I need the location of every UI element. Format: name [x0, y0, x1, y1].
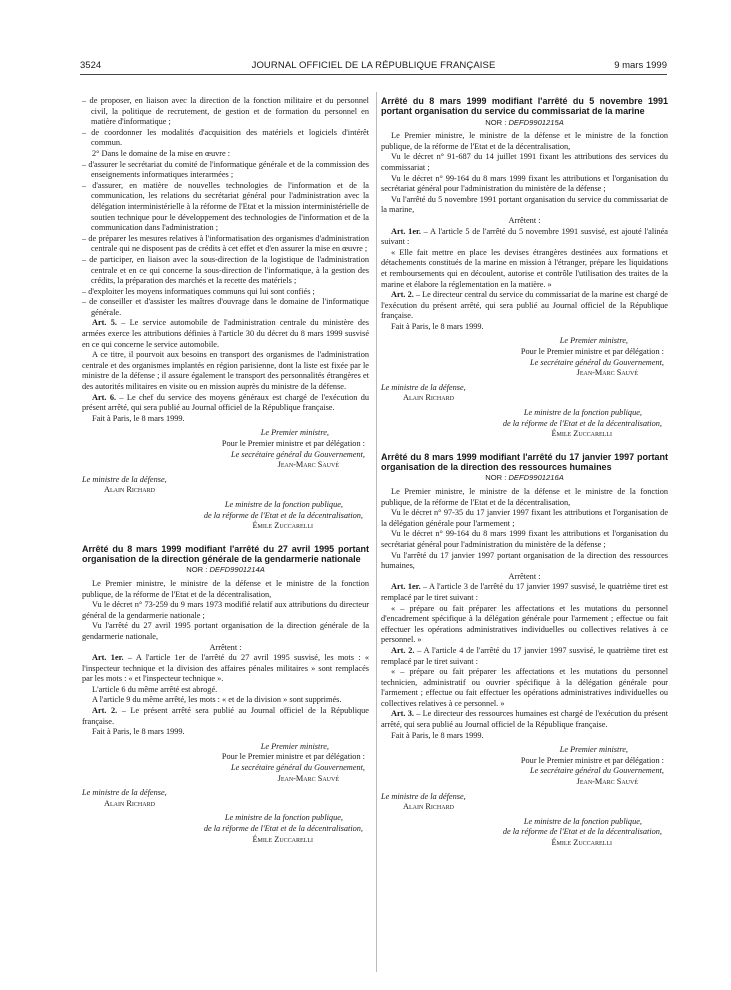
signature-delegation: Pour le Premier ministre et par délégation :: [221, 752, 365, 762]
minister-defense: Le ministre de la défense,: [381, 791, 466, 801]
article-2: Art. 2. – A l'article 4 de l'arrêté du 17 janvier 1997 susvisé, le quatrième tiret est remplacé par le tiret suivant :: [381, 645, 669, 666]
minister-defense-name: Alain Richard: [104, 798, 155, 808]
minister-public-service: Le ministre de la fonction publique,: [523, 816, 642, 826]
article-label: Art. 5.: [92, 318, 117, 328]
nor-reference: NOR : DEFD9901216A: [485, 473, 564, 483]
paragraph: A ce titre, il pourvoit aux besoins en transport des organismes de l'administration centrale et des organismes implantés en région parisienne, dont la liste est fixée par le ministre de la défense ; il assure également le transport des personnalités étrangères et des autorités militaires en visite ou en mission auprès du ministre de la défense.: [82, 350, 369, 392]
list-item: – de proposer, en liaison avec la direction de la fonction militaire et du personnel civil, la politique de recrutement, de gestion et de formation du personnel en matière d'informatique ;: [82, 96, 369, 127]
decree-title: Arrêté du 8 mars 1999 modifiant l'arrêté du 5 novembre 1991 portant organisation du service du commissariat de la marine: [381, 96, 668, 117]
signature-delegation: Pour le Premier ministre et par délégation :: [221, 439, 365, 448]
article-label: Art. 6.: [92, 392, 117, 402]
minister-defense: Le ministre de la défense,: [82, 788, 167, 798]
minister-defense-name: Alain Richard: [104, 485, 155, 495]
section-heading: 2° Dans le domaine de la mise en œuvre :: [92, 148, 231, 158]
article-2: Art. 2. – Le directeur central du service du commissariat de la marine est chargé de l'exécution du présent arrêté, qui sera publié au Journal officiel de la République française.: [381, 290, 668, 321]
minister-defense-name: Alain Richard: [403, 802, 454, 812]
minister-public-service-name: Émile Zuccarelli: [252, 834, 313, 844]
minister-defense: Le ministre de la défense,: [82, 474, 167, 484]
minister-public-service: Le ministre de la fonction publique,: [224, 813, 343, 823]
article-text: – Le service automobile de l'administration centrale du ministère des armées exerce les attributions définies à l'article 30 du décret du 8 mars 1999 susvisé en ce qui concerne le service automobile.: [82, 318, 369, 349]
article-text: – Le chef du service des moyens généraux est chargé de l'exécution du présent arrêté, qui sera publié au Journal officiel de la République française.: [82, 392, 370, 413]
paragraph: Vu le décret n° 99-164 du 8 mars 1999 fixant les attributions et l'organisation du secrétariat général pour l'administration du ministère de la défense ;: [381, 173, 668, 194]
signature-secretary: Le secrétaire général du Gouvernement,: [230, 763, 365, 773]
minister-public-service-2: de la réforme de l'Etat et de la décentralisation,: [203, 510, 363, 520]
minister-public-service-2: de la réforme de l'Etat et de la décentralisation,: [203, 824, 363, 833]
minister-public-service-name: Émile Zuccarelli: [252, 521, 313, 531]
signature-pm: Le Premier ministre,: [260, 428, 329, 438]
signature-delegation: Pour le Premier ministre et par délégation :: [520, 755, 664, 765]
quote: « – prépare ou fait préparer les affectations et les mutations du personnel d'encadrement spécifique à la délégation générale pour l'armement ; effectue ou fait effectuer les opérations administratives individuelles ou collectives relatives à ce personnel. »: [381, 603, 668, 645]
list-item: – de préparer les mesures relatives à l'informatisation des organismes d'administration centrale qui ne disposent pas de crédits à cet effet et d'en assurer la mise en œuvre ;: [82, 233, 369, 254]
done-at: Fait à Paris, le 8 mars 1999.: [391, 321, 484, 331]
done-at: Fait à Paris, le 8 mars 1999.: [391, 730, 484, 740]
signature-name: Jean-Marc Sauvé: [576, 777, 638, 787]
arretent: Arrêtent :: [508, 571, 541, 581]
signature-pm: Le Premier ministre,: [559, 745, 628, 755]
signature-name: Jean-Marc Sauvé: [277, 773, 339, 783]
article-2: Art. 2. – Le présent arrêté sera publié au Journal officiel de la République française.: [82, 706, 369, 726]
paragraph: Vu l'arrêté du 17 janvier 1997 portant organisation de la direction des ressources humaines,: [381, 550, 668, 571]
article-1: Art. 1er. – A l'article 5 de l'arrêté du 5 novembre 1991 susvisé, est ajouté l'alinéa suivant :: [381, 226, 668, 247]
minister-public-service: Le ministre de la fonction publique,: [224, 499, 343, 509]
signature-name: Jean-Marc Sauvé: [277, 460, 339, 470]
done-at: Fait à Paris, le 8 mars 1999.: [92, 727, 185, 737]
paragraph: Vu l'arrêté du 27 avril 1995 portant organisation de la direction générale de la gendarmerie nationale,: [82, 621, 369, 641]
signature-secretary: Le secrétaire général du Gouvernement,: [230, 449, 365, 459]
arretent: Arrêtent :: [508, 215, 541, 225]
paragraph: Vu le décret n° 99-164 du 8 mars 1999 fixant les attributions et l'organisation du secrétariat général pour l'administration du ministère de la défense ;: [381, 529, 668, 549]
article-6: [82, 393, 369, 414]
minister-public-service-name: Émile Zuccarelli: [551, 838, 612, 847]
article-1: Art. 1er. – A l'article 3 de l'arrêté du 17 janvier 1997 susvisé, le quatrième tiret est remplacé par le tiret suivant :: [381, 582, 668, 602]
minister-public-service-2: de la réforme de l'Etat et de la décentralisation,: [502, 827, 662, 837]
article-3: Art. 3. – Le directeur des ressources humaines est chargé de l'exécution du présent arrêté, qui sera publié au Journal officiel de la République française.: [381, 709, 669, 730]
minister-public-service: Le ministre de la fonction publique,: [523, 408, 642, 418]
paragraph: Vu le décret n° 73-259 du 9 mars 1973 modifié relatif aux attributions du directeur général de la gendarmerie nationale ;: [82, 600, 369, 620]
page-header: [80, 58, 667, 75]
list-item: – de participer, en liaison avec la sous-direction de la logistique de l'administration centrale et en ce qui concerne la sous-direction de l'informatique, à la gestion des crédits, la préparation des marchés et la recette des matériels ;: [82, 254, 369, 286]
signature-pm: Le Premier ministre,: [260, 741, 329, 751]
paragraph: Le Premier ministre, le ministre de la défense et le ministre de la fonction publique, de la réforme de l'Etat et de la décentralisation,: [82, 578, 369, 599]
arretent: Arrêtent :: [209, 642, 242, 652]
journal-title: JOURNAL OFFICIEL DE LA RÉPUBLIQUE FRANÇAISE: [251, 60, 496, 71]
page-number: 3524: [80, 60, 102, 71]
list-item: – d'exploiter les moyens informatiques communs qui lui sont confiés ;: [82, 286, 315, 296]
paragraph: Vu l'arrêté du 5 novembre 1991 portant organisation du service du commissariat de la marine,: [381, 194, 668, 215]
quote: « – prépare ou fait préparer les affectations et les mutations du personnel technicien, administratif ou ouvrier spécifique à la délégation générale pour l'armement ; effectue ou fait effectuer les opérations administratives individuelles ou collectives relatives à ce personnel. »: [381, 667, 668, 708]
minister-defense-name: Alain Richard: [403, 393, 454, 403]
list-item: – de coordonner les modalités d'acquisition des matériels et logiciels d'intérêt commun.: [82, 127, 369, 148]
nor-reference: NOR : DEFD9901215A: [485, 117, 564, 127]
nor-reference: NOR : DEFD9901214A: [186, 565, 265, 575]
list-item: – de conseiller et d'assister les maîtres d'ouvrage dans le domaine de l'informatique générale.: [82, 297, 369, 317]
signature-name: Jean-Marc Sauvé: [576, 368, 638, 378]
decree-title: Arrêté du 8 mars 1999 modifiant l'arrêté du 27 avril 1995 portant organisation de la direction générale de la gendarmerie nationale: [82, 543, 369, 565]
signature-pm: Le Premier ministre,: [559, 336, 628, 346]
decree-title: Arrêté du 8 mars 1999 modifiant l'arrêté du 17 janvier 1997 portant organisation de la direction des ressources humaines: [381, 451, 668, 473]
minister-public-service-name: Émile Zuccarelli: [551, 429, 612, 439]
list-item: – d'assurer le secrétariat du comité de l'informatique générale et de la commission des enseignements informatiques interarmées ;: [82, 159, 369, 180]
minister-public-service-2: de la réforme de l'Etat et de la décentralisation,: [502, 418, 662, 428]
article-1: Art. 1er. – A l'article 1er de l'arrêté du 27 avril 1995 susvisé, les mots : « l'inspecteur technique et la division des affaires pénales militaires » sont remplacés par les mots : « et l'inspecteur technique ».: [82, 653, 369, 684]
paragraph: L'article 6 du même arrêté est abrogé.: [92, 684, 218, 694]
signature-secretary: Le secrétaire général du Gouvernement,: [529, 357, 664, 367]
signature-secretary: Le secrétaire général du Gouvernement,: [529, 766, 664, 776]
right-column: [381, 96, 668, 849]
done-at: Fait à Paris, le 8 mars 1999.: [92, 413, 185, 423]
paragraph: Vu le décret n° 97-35 du 17 janvier 1997 fixant les attributions et l'organisation de la délégation générale pour l'armement ;: [381, 508, 668, 528]
quote: « Elle fait mettre en place les devises étrangères destinées aux formations et détachements constitués de la marine en mission à l'étranger, prépare les liquidations et remboursements qui en découlent, autorise et contrôle l'utilisation des traites de la marine et élabore la réglementation en la matière. »: [381, 247, 668, 289]
paragraph: Vu le décret n° 91-687 du 14 juillet 1991 fixant les attributions des services du commissariat ;: [381, 152, 668, 172]
signature-delegation: Pour le Premier ministre et par délégation :: [520, 347, 664, 357]
issue-date: 9 mars 1999: [614, 60, 667, 71]
paragraph: Le Premier ministre, le ministre de la défense et le ministre de la fonction publique, de la réforme de l'Etat et de la décentralisation,: [381, 487, 668, 507]
column-divider: [376, 92, 377, 972]
list-item: – d'assurer, en matière de nouvelles technologies de l'information et de la communication, les relations du secrétariat général pour l'administration avec la délégation interministérielle à la réforme de l'Etat et la mission interministérielle de soutien technique pour le développement des technologies de l'information et de la communication dans l'administration ;: [82, 180, 369, 233]
paragraph: A l'article 9 du même arrêté, les mots : « et de la division » sont supprimés.: [92, 695, 342, 705]
paragraph: Le Premier ministre, le ministre de la défense et le ministre de la fonction publique, de la réforme de l'Etat et de la décentralisation,: [381, 131, 668, 151]
minister-defense: Le ministre de la défense,: [381, 382, 466, 392]
article-5: [82, 318, 369, 350]
left-column: [82, 96, 369, 845]
